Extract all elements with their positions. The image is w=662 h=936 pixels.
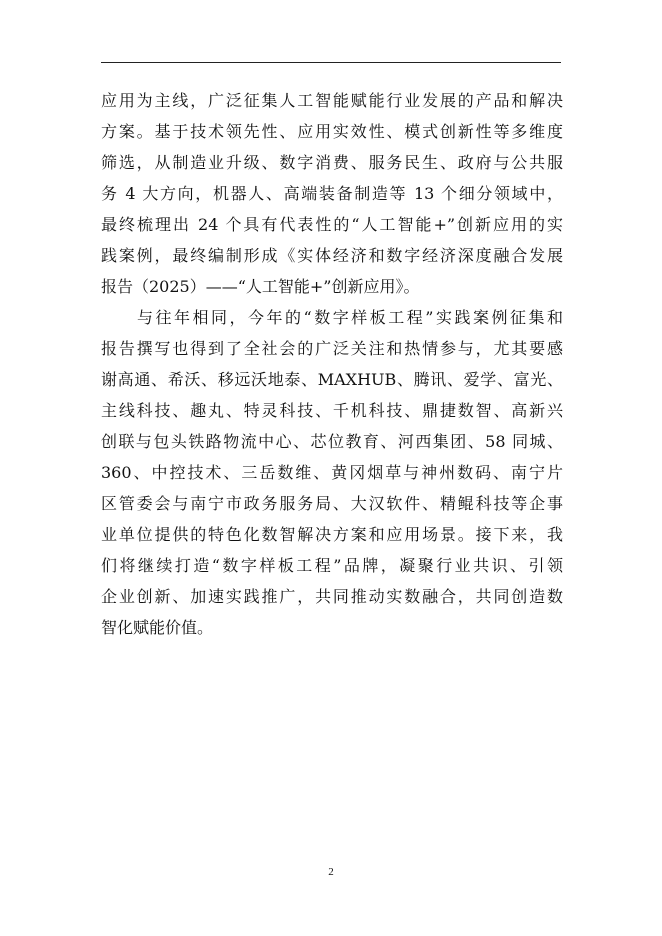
header-rule <box>101 62 561 63</box>
text-line: 区管委会与南宁市政务服务局、大汉软件、精鲲科技等企事 <box>101 494 563 513</box>
text-line: 360、中控技术、三岳数维、黄冈烟草与神州数码、南宁片 <box>101 463 563 482</box>
text-line: 企业创新、加速实践推广，共同推动实数融合，共同创造数 <box>101 587 563 606</box>
text-line: 务 4 大方向，机器人、高端装备制造等 13 个细分领域中， <box>101 184 563 203</box>
page-number: 2 <box>328 866 334 878</box>
paragraph-1 <box>101 85 563 302</box>
text-line: 报告（2025）——“人工智能+”创新应用》。 <box>101 277 420 296</box>
text-line: 智化赋能价值。 <box>101 618 214 637</box>
text-line: 筛选，从制造业升级、数字消费、服务民生、政府与公共服 <box>101 153 563 172</box>
paragraph-2 <box>101 302 563 643</box>
text-line: 践案例，最终编制形成《实体经济和数字经济深度融合发展 <box>101 246 563 265</box>
text-line: 与往年相同，今年的“数字样板工程”实践案例征集和 <box>137 308 563 327</box>
text-line: 业单位提供的特色化数智解决方案和应用场景。接下来，我 <box>101 525 563 544</box>
text-line: 创联与包头铁路物流中心、芯位教育、河西集团、58 同城、 <box>101 432 563 451</box>
text-line: 谢高通、希沃、移远沃地泰、MAXHUB、腾讯、爱学、富光、 <box>101 370 563 389</box>
text-line: 们将继续打造“数字样板工程”品牌，凝聚行业共识、引领 <box>101 556 563 575</box>
text-line: 主线科技、趣丸、特灵科技、千机科技、鼎捷数智、高新兴 <box>101 401 563 420</box>
text-line: 最终梳理出 24 个具有代表性的“人工智能+”创新应用的实 <box>101 215 563 234</box>
text-line: 报告撰写也得到了全社会的广泛关注和热情参与，尤其要感 <box>101 339 563 358</box>
text-line: 方案。基于技术领先性、应用实效性、模式创新性等多维度 <box>101 122 563 141</box>
text-line: 应用为主线，广泛征集人工智能赋能行业发展的产品和解决 <box>101 91 563 110</box>
